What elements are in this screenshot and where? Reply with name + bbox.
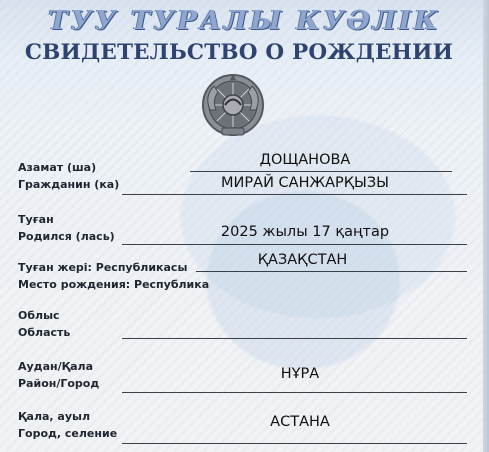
- surname-value: ДОЩАНОВА: [259, 152, 351, 168]
- settlement-line: [122, 443, 467, 444]
- label-region-ru: Область: [18, 326, 71, 339]
- label-born-ru: Родился (лась): [18, 230, 115, 243]
- label-birthplace-kz: Туған жері: Республикасы: [18, 261, 188, 274]
- birth-country-value: ҚАЗАҚСТАН: [257, 252, 348, 268]
- region-line: [122, 338, 467, 339]
- title-russian: СВИДЕТЕЛЬСТВО О РОЖДЕНИИ: [24, 40, 454, 65]
- label-born-kz: Туған: [18, 213, 54, 226]
- label-birthplace-ru: Место рождения: Республика: [18, 278, 210, 291]
- label-settlement-kz: Қала, ауыл: [18, 410, 91, 423]
- birth-date-value: 2025 жылы 17 қаңтар: [220, 224, 390, 240]
- name-value: МИРАЙ САНЖАРҚЫЗЫ: [221, 175, 389, 191]
- label-settlement-ru: Город, селение: [18, 427, 118, 440]
- settlement-value: АСТАНА: [270, 414, 330, 430]
- title-kazakh: ТУУ ТУРАЛЫ КУӘЛІК: [48, 6, 441, 36]
- label-citizen-kz: Азамат (ша): [18, 161, 97, 174]
- birth-date-line: [122, 244, 467, 245]
- page-edge: [483, 0, 489, 452]
- label-citizen-ru: Гражданин (ка): [18, 178, 120, 191]
- birth-country-line: [196, 271, 467, 272]
- label-district-ru: Район/Город: [18, 377, 100, 390]
- district-line: [122, 392, 467, 393]
- surname-line: [190, 171, 452, 172]
- state-emblem-icon: [200, 72, 266, 138]
- label-district-kz: Аудан/Қала: [18, 360, 94, 373]
- district-value: НҰРА: [280, 366, 320, 382]
- name-line: [122, 194, 467, 195]
- label-region-kz: Облыс: [18, 309, 60, 322]
